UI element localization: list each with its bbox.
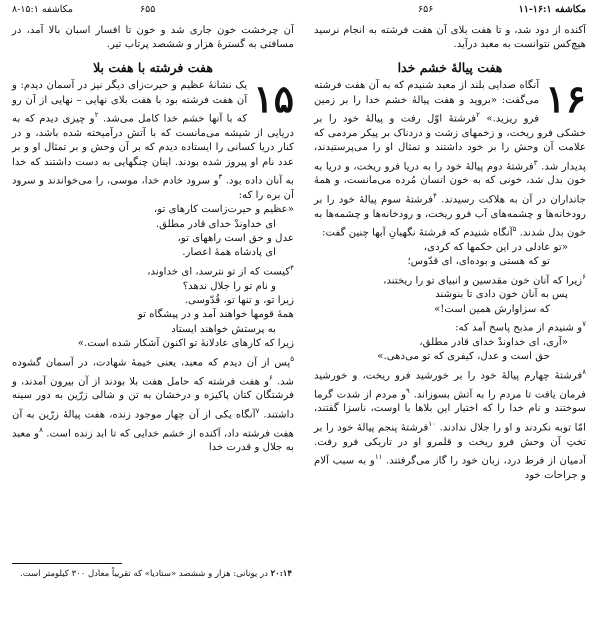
verse-2-text: و چیزی دیدم که به دریایی از شیشه می‌مانست که با آتش درآمیخته شده باشد، و در کنار دریا کسانی را ایستاده دیدم که بر آن وحش و بر تمثال او و بر عدد نام او پیروز شده بودند. اینان چنگهایی به دست داشتند که خدا به آنان داده بود.: [12, 113, 294, 187]
poem-line: زیرا که کارهای عادلانهٔ تو اکنون آشکار شده است.»: [77, 338, 294, 350]
poem-line: «عظیم و حیرت‌زاست کارهای تو،: [154, 204, 294, 216]
verse-number: ۳: [218, 173, 223, 182]
verse-8-text: و معبد به جلال و قدرت خدا: [12, 427, 294, 454]
poem-line: همهٔ قومها خواهند آمد و در پیشگاه تو: [137, 309, 294, 321]
chapter-number-15: ۱۵: [253, 76, 294, 122]
verse-number: ۸: [39, 425, 43, 434]
verse-number: ۳: [533, 158, 538, 167]
verse-number: ۷: [582, 320, 586, 329]
verse-2-text: فرشتهٔ اوّل رفت و پیالهٔ خود را بر خشکی فرو ریخت، و زخمهای زشت و دردناک بر پیکر مردمی که علامت آن وحش را بر خود داشتند و تمثال او را می‌پرستیدند، پدیدار شد.: [314, 113, 586, 173]
footnote: [12, 568, 292, 580]
footnote-reference: ۲۰:۱۴: [270, 569, 292, 579]
left-intro-paragraph: آن چرخشت خون جاری شد و خون تا افسار اسبان بالا آمد، در مسافتی به گسترهٔ هزار و ششصد پرتاب تیر.: [12, 25, 294, 51]
left-running-ref: مکاشفه ۱۵:۱-۸: [12, 4, 73, 15]
poem-line: $^۶$زیرا که آنان خون مقدسین و انبیای تو را ریختند،: [383, 272, 586, 287]
angel-of-waters-poem: [314, 241, 586, 317]
verse-number: ۸: [582, 367, 586, 376]
verse-10-text: فرشتهٔ پنجم پیالهٔ خود را بر تختِ آن وحش فرو ریخت و قلمرو او در تاریکی فرو رفت. آدمیان از فرط درد، زبان خود را گاز می‌گرفتند.: [314, 422, 586, 467]
left-text-column: [12, 24, 294, 456]
verse-3-text: و سرود خادم خدا، موسی، را می‌خواندند و سرود آن بره را که:: [12, 175, 294, 201]
verse-6-text: و هفت فرشته که حامل هفت بلا بودند از آن بیرون آمدند، و فرشتگان کتان پاکیزه و درخشان به تن و شالی زرّین به دور سینه داشتند.: [12, 375, 294, 421]
chapter-16-verses-1-5: [314, 76, 586, 241]
verse-7-text: و شنیدم از مذبح پاسخ آمد که:: [455, 322, 583, 334]
verse-1-text: یک نشانهٔ عظیم و حیرت‌زای دیگر نیز در آسمان دیدم: و آن هفت فرشته بود با هفت بلای نهایی – نهایی از آن رو که با آنها خشم خدا کامل می‌شد.: [12, 80, 248, 125]
poem-line: تو که هستی و بوده‌ای، ای قدّوس؛: [407, 256, 550, 268]
poem-line: که سزاوارش همین است!»: [434, 303, 550, 315]
poem-line: ای خداوندْ خدای قادر مطلق.: [155, 218, 276, 230]
poem-line: پس به آنان خون دادی تا بنوشند: [435, 289, 568, 301]
right-intro-paragraph: آکنده از دود شد، و تا هفت بلای آن هفت فرشته به انجام نرسید هیچ‌کس نتوانست به معبد درآید.: [314, 25, 586, 51]
right-section-heading: هفت پیالهٔ خشم خدا: [397, 59, 503, 75]
verse-11-text: و به سبب آلام و جراحات خود: [314, 455, 586, 481]
right-text-column: [314, 24, 586, 483]
verse-number: ۲: [476, 111, 480, 120]
verse-number: ۶: [582, 272, 586, 281]
poem-line: عدل و حق است راههای تو،: [177, 233, 294, 245]
footnote-text: در یونانی: هزار و ششصد «ستادیا» که تقریباً معادل ۳۰۰ کیلومتر است.: [20, 569, 268, 579]
song-of-moses-stanza-1: [12, 203, 294, 261]
poem-line: و نام تو را جلال ندهد؟: [182, 280, 276, 292]
poem-line: به پرستش خواهند ایستاد: [171, 323, 276, 335]
verse-7: [314, 317, 586, 336]
verse-number: ۹: [406, 386, 410, 395]
right-running-ref: مکاشفه ۱۶:۱-۱۱: [518, 4, 586, 15]
song-of-moses-stanza-2: [12, 261, 294, 352]
verse-number: ۴: [433, 191, 437, 200]
verse-number: ۱۰: [428, 419, 436, 428]
right-page-number: ۶۵۶: [418, 4, 434, 15]
verse-8-text: فرشتهٔ چهارم پیالهٔ خود را بر خورشید فرو ریخت، و خورشید فرمان یافت تا مردم را به آتش بسوزاند.: [314, 370, 586, 401]
poem-line: زیرا تو، و تنها تو، قُدّوسی.: [184, 295, 294, 307]
verse-5-text: آنگاه شنیدم که فرشتهٔ نگهبانِ آبها چنین گفت:: [322, 227, 513, 239]
poem-line: «آری، ای خداوندْ خدای قادر مطلق،: [419, 337, 568, 349]
left-section-heading: هفت فرشته با هفت بلا: [93, 59, 213, 75]
verse-number: ۵: [512, 225, 517, 234]
verse-1-text: آنگاه صدایی بلند از معبد شنیدم که به آن هفت فرشته می‌گفت: «بروید و هفت پیالهٔ خشم خدا را بر زمین فرو ریزید.»: [314, 80, 540, 125]
verse-3-text: فرشتهٔ دوم پیالهٔ خود را به دریا فرو ریخت، و دریا به خون بدل شد، خونی که به خون انسان مُرده می‌مانست، و همهٔ جانداران در آن به هلاکت رسیدند.: [314, 161, 586, 206]
verse-number: ۴: [290, 263, 294, 272]
verse-7-text: آنگاه یکی از آن چهار موجود زنده، هفت پیالهٔ زرّین به آن هفت فرشته داد، آکنده از خشم خدایی که تا ابد زنده است.: [12, 409, 294, 439]
verse-number: ۲: [94, 111, 99, 120]
footnote-divider: [12, 563, 122, 564]
right-page: [300, 0, 600, 626]
verse-9-text: و مردم از شدت گرما سوختند و نام خدا را که اختیار این بلاها با اوست، ناسزا گفتند، امّا توبه نکردند و او را جلال ندادند.: [314, 389, 586, 434]
verse-number: ۷: [255, 406, 260, 415]
verse-4-text: فرشتهٔ سوم پیالهٔ خود را بر رودخانه‌ها و چشمه‌های آب فرو ریخت، و رودخانه‌ها و چشمه‌ها به خون بدل شدند.: [314, 194, 586, 239]
poem-line: «تو عادلی در این حکمها که کردی،: [423, 241, 568, 253]
altar-response-poem: [314, 336, 586, 365]
poem-line: $^۴$کیست که از تو نترسد، ای خداوند،: [147, 263, 294, 278]
poem-line: حق است و عدل، کیفری که تو می‌دهی.»: [377, 351, 550, 363]
chapter-15-verses-1-3: [12, 76, 294, 203]
left-page-number: ۶۵۵: [140, 4, 156, 15]
verse-number: ۶: [269, 373, 273, 382]
chapter-number-16: ۱۶: [545, 76, 586, 122]
chapter-16-verses-8-11: [314, 365, 586, 483]
poem-line: ای پادشاه همهٔ اعصار.: [182, 247, 276, 259]
verse-number: ۵: [290, 354, 294, 363]
verse-number: ۱۱: [374, 453, 383, 462]
chapter-15-verses-5-8: [12, 352, 294, 456]
verse-5-text: پس از آن دیدم که معبد، یعنی خیمهٔ شهادت، در آسمان گشوده شد.: [12, 357, 294, 387]
